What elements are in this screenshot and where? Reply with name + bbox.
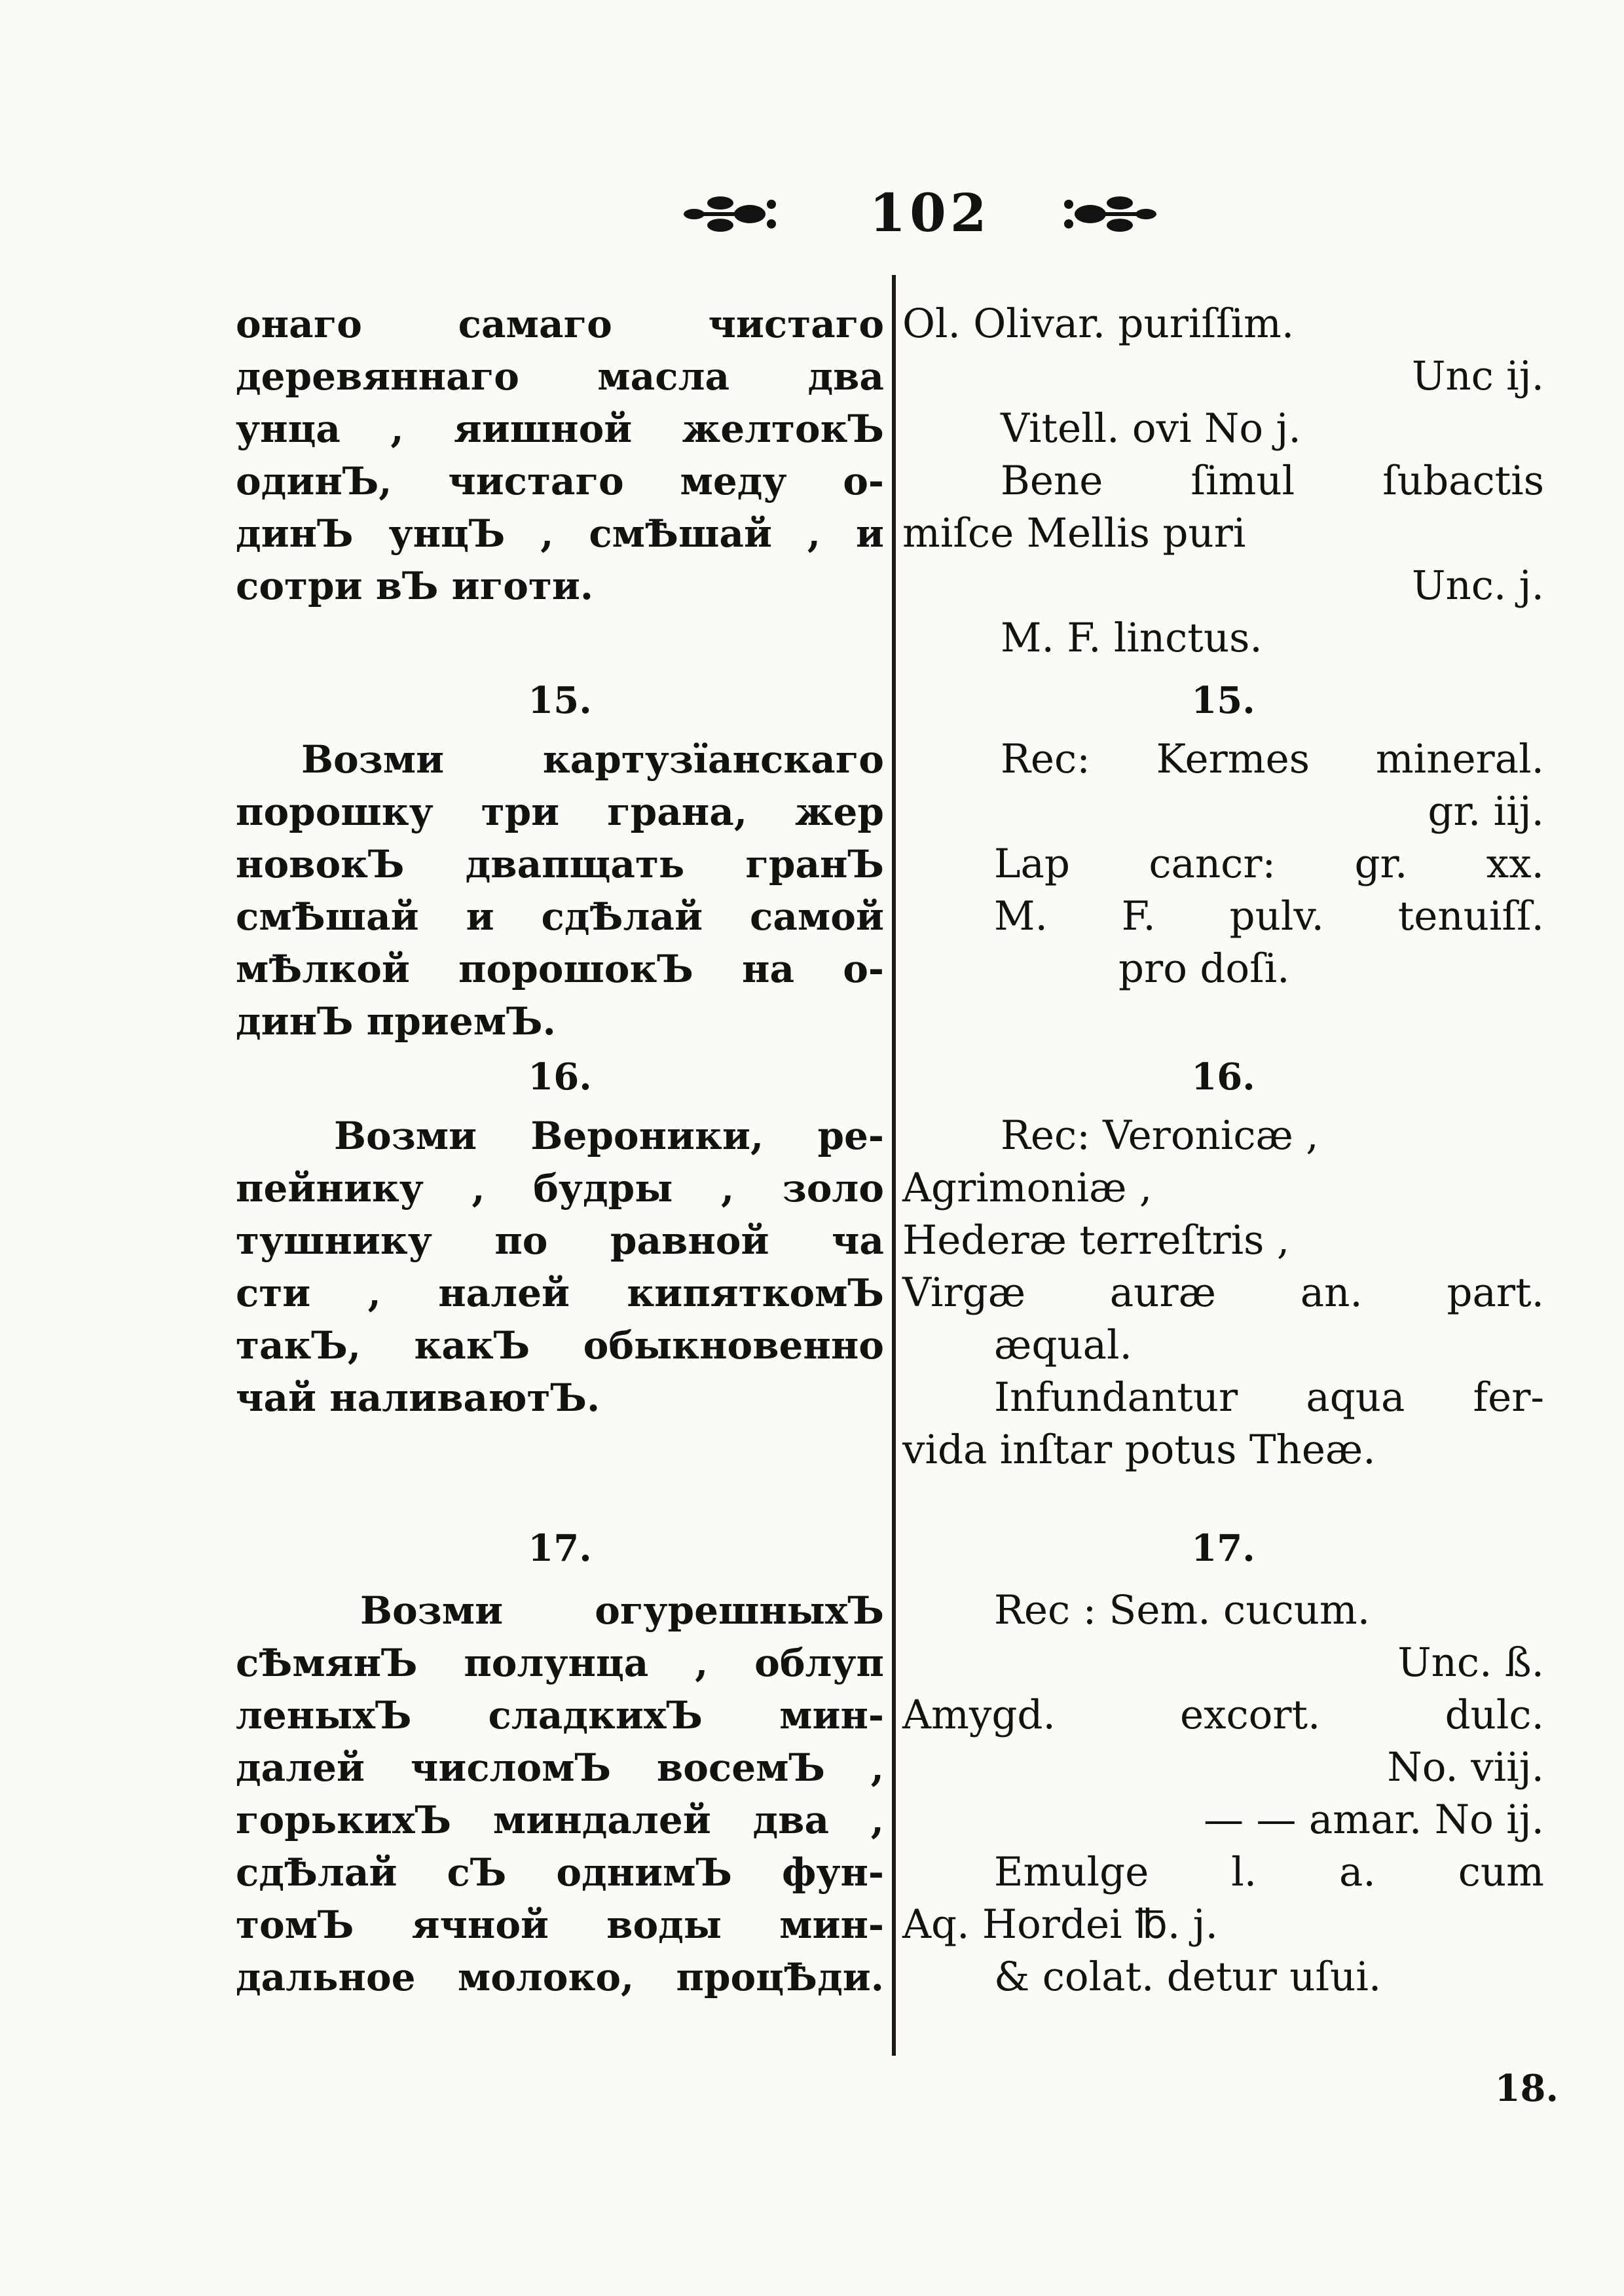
text-line: сти , налей кипяткомЪ xyxy=(236,1271,884,1315)
text-line: gr. iij. xyxy=(1428,788,1544,835)
text-line: сѢмянЪ полунца , облуп xyxy=(236,1641,884,1685)
text-line: Rec : Sem. cucum. xyxy=(994,1587,1371,1633)
text-line: Возми огурешныхЪ xyxy=(360,1588,884,1633)
page-header xyxy=(0,177,1624,255)
text-line: далей числомЪ восемЪ , xyxy=(236,1745,884,1790)
text-line: горькихЪ миндалей два , xyxy=(236,1798,884,1842)
text-line: деревяннаго масла два xyxy=(236,354,884,399)
recipe-number: 16. xyxy=(528,1055,592,1099)
page-number: 102 xyxy=(869,182,991,244)
recipe-number: 16. xyxy=(1191,1055,1255,1099)
text-line: онаго самаго чистаго xyxy=(236,302,884,346)
text-line: Ol. Olivar. puriſſim. xyxy=(902,301,1295,347)
text-line: смѢшай и сдѢлай самой xyxy=(236,894,884,939)
text-line: Bene ſimul ſubactis xyxy=(1001,458,1544,504)
text-line: & colat. detur uſui. xyxy=(994,1954,1382,2000)
text-line: pro doſi. xyxy=(1118,945,1290,992)
text-line: miſce Mellis puri xyxy=(902,510,1246,556)
text-line: vida inſtar potus Theæ. xyxy=(902,1427,1376,1473)
catchword: 18. xyxy=(1494,2067,1559,2110)
text-line: Unc. j. xyxy=(1412,562,1544,609)
text-line: M. F. pulv. tenuiſſ. xyxy=(994,893,1544,939)
fleuron-left-icon xyxy=(681,185,779,244)
text-line: æqual. xyxy=(994,1322,1132,1368)
text-line: Infundantur aqua fer- xyxy=(994,1374,1544,1421)
text-line: Rec: Kermes mineral. xyxy=(1001,736,1544,782)
recipe-number: 17. xyxy=(1191,1527,1255,1570)
text-line: M. F. linctus. xyxy=(1001,615,1263,661)
text-line: новокЪ двапщать гранЪ xyxy=(236,842,884,886)
text-line: мѢлкой порошокЪ на о- xyxy=(236,947,884,991)
recipe-number: 15. xyxy=(528,679,592,722)
text-line: Amygd. excort. dulc. xyxy=(902,1692,1544,1738)
text-line: сотри вЪ иготи. xyxy=(236,564,594,608)
text-line: Возми Вероники, ре- xyxy=(334,1114,884,1158)
text-line: леныхЪ сладкихЪ мин- xyxy=(236,1693,884,1738)
fleuron-right-icon xyxy=(1061,185,1159,244)
text-line: Vitell. ovi No j. xyxy=(1001,405,1301,452)
text-line: динЪ унцЪ , смѢшай , и xyxy=(236,511,884,556)
text-line: Unc. ß. xyxy=(1397,1639,1544,1686)
text-line: пейнику , будры , золо xyxy=(236,1166,884,1211)
text-line: дальное молоко, процѢди. xyxy=(236,1955,884,1999)
text-line: Emulge l. a. cum xyxy=(994,1849,1544,1895)
text-line: чай наливаютЪ. xyxy=(236,1376,600,1420)
column-divider xyxy=(892,275,896,2056)
text-line: No. viij. xyxy=(1387,1744,1544,1791)
recipe-number: 17. xyxy=(528,1527,592,1570)
text-line: Unc ij. xyxy=(1411,353,1544,399)
text-line: — — amar. No ij. xyxy=(1204,1796,1544,1843)
text-line: Aq. Hordei ℔. j. xyxy=(902,1901,1218,1948)
text-line: сдѢлай сЪ однимЪ фун- xyxy=(236,1850,884,1895)
text-line: Agrimoniæ , xyxy=(902,1165,1153,1211)
text-line: унца , яишной желтокЪ xyxy=(236,407,884,451)
text-line: Virgæ auræ an. part. xyxy=(902,1269,1544,1316)
text-line: Lap cancr: gr. xx. xyxy=(994,841,1544,887)
text-line: Rec: Veronicæ , xyxy=(1001,1112,1319,1159)
text-line: тушнику по равной ча xyxy=(236,1218,884,1263)
text-line: одинЪ, чистаго меду о- xyxy=(236,459,884,503)
text-line: динЪ приемЪ. xyxy=(236,999,556,1044)
recipe-number: 15. xyxy=(1191,679,1255,722)
text-line: Hederæ terreſtris , xyxy=(902,1217,1290,1264)
text-line: Возми картузïанскаго xyxy=(301,737,884,782)
text-line: порошку три грана, жер xyxy=(236,790,884,834)
text-line: томЪ ячной воды мин- xyxy=(236,1903,884,1947)
text-line: такЪ, какЪ обыкновенно xyxy=(236,1323,884,1368)
